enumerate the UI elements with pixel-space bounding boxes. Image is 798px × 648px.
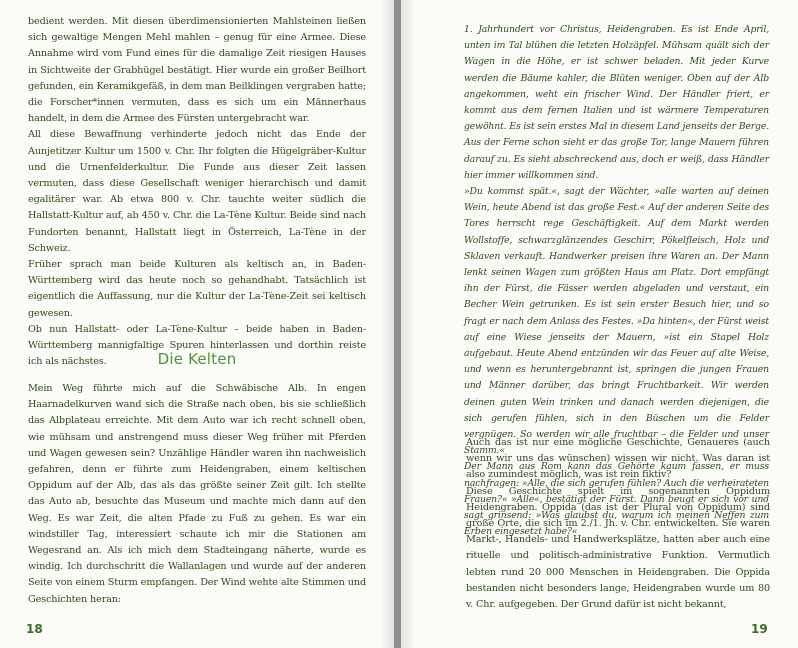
left-bottom-text (28, 381, 366, 608)
paragraph: Diese Geschichte spielt im sogenannten Oppidum Heidengraben. Oppida (das ist der Plural von Oppidum) sind große Orte, die sich im 2./1. Jh. v. Chr. entwickelten. Sie waren Markt-, Handels- und Handwerksplätze, hatten aber auch eine rituelle und politisch-administrative Funktion. Vermutlich lebten rund 20 000 Menschen in Heidengraben. Die Oppida bestanden nicht besonders lange, Heidengraben wurde um 80 v. Chr. aufgegeben. Der Grund dafür ist nicht bekannt, (466, 485, 770, 611)
paragraph: 1. Jahrhundert vor Christus, Heidengraben. Es ist Ende April, unten im Tal blühen die letzten Holzäpfel. Mühsam quält sich der Wagen in die Höhe, er ist schwer beladen. Mit jeder Kurve werden die Bäume kahler, die Blüten weniger. Oben auf der Alb angekommen, weht ein frischer Wind. Der Händler friert, er kommt aus dem fernen Italien und ist wärmere Temperaturen gewöhnt. Es ist sein erstes Mal in diesem Land jenseits der Berge. Aus der Ferne schon sieht er das große Tor, lange Mauern führen darauf zu. Es sieht abschreckend aus, doch er weiß, dass Händler hier immer willkommen sind. (464, 24, 769, 181)
gutter-shadow-right (401, 0, 415, 648)
paragraph: Ob nun Hallstatt- oder La-Tène-Kultur – beide haben in Baden-Württemberg mannigfaltige Spuren hinterlassen und dorthin reiste ich als nächstes. (28, 323, 366, 368)
right-bottom-text (466, 435, 770, 613)
paragraph: Der Mann aus Rom kann das Gehörte kaum fassen, er muss nachfragen: »Alle, die sich gerufen fühlen? Auch die verheirateten Frauen?« »Alle«, bestätigt der Fürst. Dann beugt er sich vor und sagt grinsend: »Was glaubst du, warum ich meinen Neffen zum Erben eingesetzt habe?« (464, 461, 769, 538)
page-number-right: 19 (751, 622, 768, 636)
paragraph: All diese Bewaffnung verhinderte jedoch nicht das Ende der Aunjetitzer Kultur um 1500 v. Chr. Ihr folgten die Hügelgräber-Kultur und die Urnenfelderkultur. Die Funde aus dieser Zeit lassen vermuten, dass diese Gesellschaft weniger hierarchisch und damit egalitärer war. Ab etwa 800 v. Chr. tauchte weiter südlich die Hallstatt-Kultur auf, ab 450 v. Chr. die La-Tène Kultur. Beide sind nach Fundorten benannt, Hallstatt liegt in Österreich, La-Tène in der Schweiz. (28, 129, 366, 254)
gutter-shadow-left (380, 0, 394, 648)
left-top-text (28, 14, 366, 370)
paragraph: »Du kommst spät.«, sagt der Wächter, »alle warten auf deinen Wein, heute Abend ist das große Fest.« Auf der anderen Seite des Tores herrscht rege Geschäftigkeit. Auf dem Markt werden Wollstoffe, schwarzglänzendes Geschirr, Pökelfleisch, Holz und Sklaven verkauft. Handwerker preisen ihre Waren an. Der Mann lenkt seinen Wagen zum größten Haus am Platz. Dort empfängt ihn der Fürst, die Fässer werden abgeladen und verstaut, ein Becher Wein getrunken. Es ist sein erster Besuch hier, und so fragt er nach dem Anlass des Festes. »Da hinten«, der Fürst weist auf eine Wiese jenseits der Mauern, »ist ein Stapel Holz aufgebaut. Heute Abend entzünden wir das Feuer auf alte Weise, und wenn es heruntergebrannt ist, springen die jungen Frauen und Männer darüber, das bringt Fruchtbarkeit. Wir werden deinen guten Wein trinken und danach werden diejenigen, die sich gerufen fühlen, sich in den Büschen um die Felder vergnügen. So werden wir alle fruchtbar – die Felder und unser Stamm.« (464, 186, 769, 457)
paragraph: Auch das ist nur eine mögliche Geschichte, Genaueres (auch wenn wir uns das wünschen) wissen wir nicht. Was daran ist also zumindest möglich, was ist rein fiktiv? (466, 437, 770, 481)
paragraph: Früher sprach man beide Kulturen als keltisch an, in Baden-Württemberg wird das heute noch so gehandhabt. Tatsächlich ist eigentlich die Auffassung, nur die Kultur der La-Tène-Zeit sei keltisch gewesen. (28, 259, 366, 319)
page-number-left: 18 (26, 622, 43, 636)
section-heading: Die Kelten (157, 350, 237, 368)
paragraph: bedient werden. Mit diesen überdimensionierten Mahlsteinen ließen sich gewaltige Mengen Mehl mahlen – genug für eine Armee. Diese Annahme wird vom Fund eines für die damalige Zeit riesigen Hauses in Sichtweite der Grabhügel bestätigt. Hier wurde ein großer Beilhort gefunden, ein Keramikgefäß, in dem man Beilklingen vergraben hatte; die Forscher*innen vermuten, dass es sich um ein Männerhaus handelt, in dem die Armee des Fürsten untergebracht war. (28, 16, 366, 125)
paragraph: Mein Weg führte mich auf die Schwäbische Alb. In engen Haarnadelkurven wand sich die Straße nach oben, bis sie schließlich das Albplateau erreichte. Mit dem Auto war ich recht schnell oben, wie mühsam und anstrengend muss dieser Weg früher mit Pferden und Wagen gewesen sein? Unzählige Händler waren ihn nachweislich gefahren, denn er führte zum Heidengraben, einem keltischen Oppidum auf der Alb, das als das größte seiner Zeit gilt. Ich stellte das Auto ab, besuchte das Museum und machte mich dann auf den Weg. Es war Zeit, die alten Pfade zu Fuß zu gehen. Es war ein windstiller Tag, interessiert schaute ich mir die Stationen am Wegesrand an. Als ich mich dem Stadteingang näherte, wurde es windig. Ich durchschritt die Wallanlagen und wurde auf der anderen Seite von einem Sturm empfangen. Der Wind wehte alte Stimmen und Geschichten heran: (28, 383, 366, 605)
